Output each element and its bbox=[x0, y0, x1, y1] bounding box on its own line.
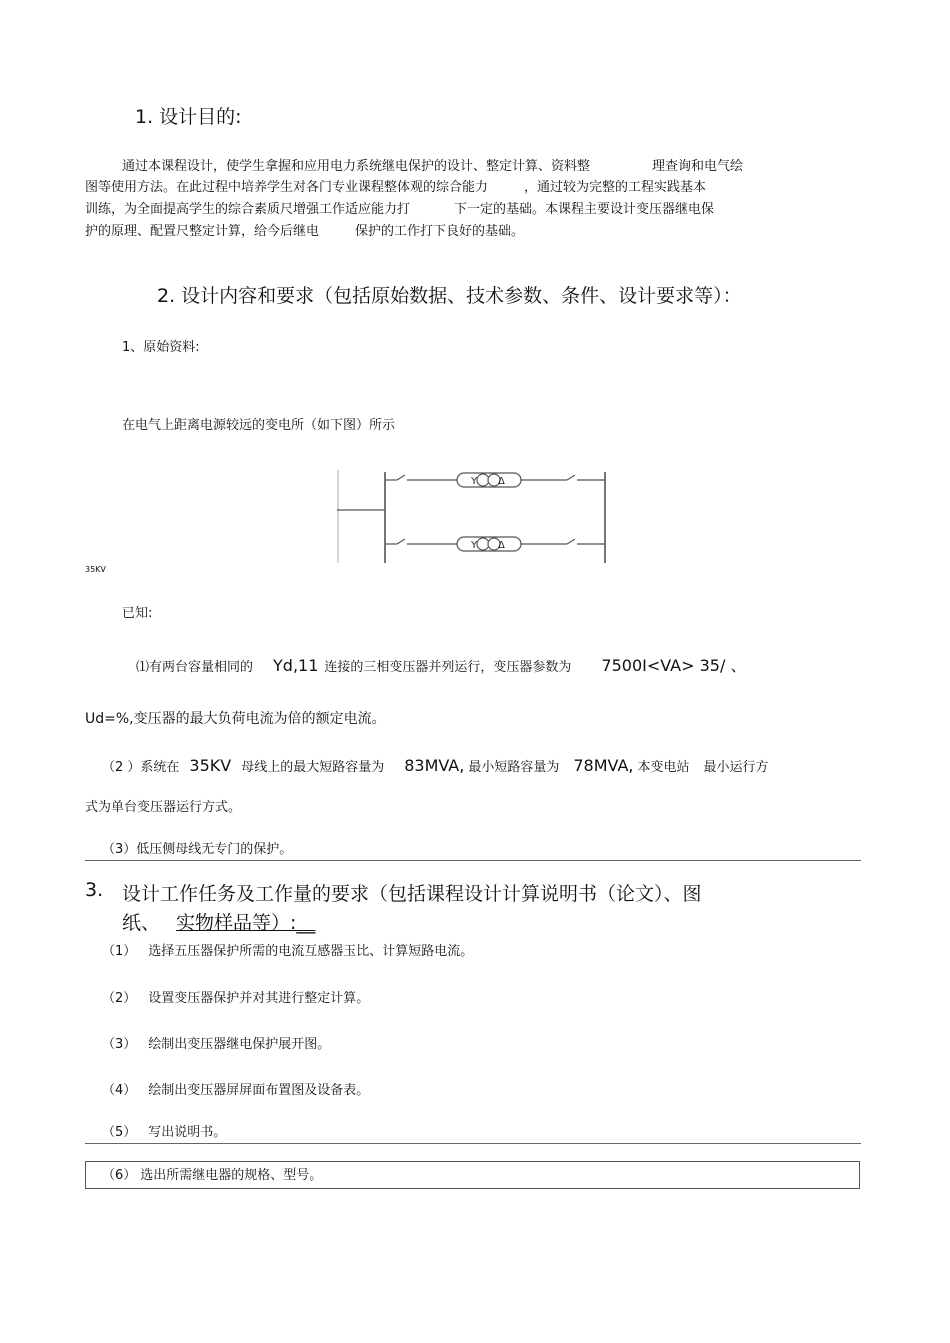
para-line-1 bbox=[122, 157, 743, 177]
section3-heading-line2b: 实物样品等）:__ bbox=[176, 912, 316, 934]
para-line-4-a: 护的原理、配置尺整定计算，给今后继电 bbox=[85, 224, 320, 239]
task-item-3 bbox=[102, 1035, 330, 1055]
transformer-1-symbol bbox=[457, 473, 521, 487]
t2-y-label: Y bbox=[471, 540, 478, 551]
bus-voltage-label: 35KV bbox=[85, 565, 106, 574]
task-item-5 bbox=[102, 1123, 226, 1143]
known-item-1 bbox=[136, 656, 746, 678]
task-item-2 bbox=[102, 989, 369, 1009]
task-num: （3） bbox=[102, 1037, 137, 1052]
task-text: 选出所需继电器的规格、型号。 bbox=[140, 1168, 323, 1183]
task-num: （6） bbox=[102, 1168, 137, 1183]
k1-d: 7500I<VA> 35/ 、 bbox=[601, 656, 747, 675]
known-item-3: （3）低压侧母线无专门的保护。 bbox=[102, 842, 293, 857]
divider-2 bbox=[85, 1143, 861, 1144]
task-text: 绘制出变压器继电保护展开图。 bbox=[148, 1037, 331, 1052]
k2-g: 本变电站 bbox=[637, 760, 690, 775]
task-num: （4） bbox=[102, 1083, 137, 1098]
task-text: 绘制出变压器屏屏面布置图及设备表。 bbox=[148, 1083, 370, 1098]
k1-c: 连接的三相变压器并列运行，变压器参数为 bbox=[324, 660, 572, 675]
known-item-2-line2: 式为单台变压器运行方式。 bbox=[85, 800, 242, 815]
t1-y-label: Y bbox=[471, 476, 478, 487]
task-text: 设置变压器保护并对其进行整定计算。 bbox=[148, 991, 370, 1006]
para-line-1-b: 理查询和电气绘 bbox=[652, 159, 744, 174]
para-line-2 bbox=[85, 178, 706, 198]
divider-1 bbox=[85, 860, 861, 861]
raw-data-label: 1、原始资料: bbox=[122, 340, 200, 355]
para-line-3-a: 训练，为全面提高学生的综合素质尺增强工作适应能力打 bbox=[85, 202, 411, 217]
k2-b: 35KV bbox=[189, 756, 232, 775]
k2-e: 最小短路容量为 bbox=[468, 760, 560, 775]
k1-a: ⑴有两台容量相同的 bbox=[136, 660, 254, 675]
task-item-6 bbox=[102, 1166, 322, 1186]
para-line-3 bbox=[85, 200, 714, 220]
k2-f: 78MVA, bbox=[573, 756, 634, 775]
para-line-1-a: 通过本课程设计，使学生拿握和应用电力系统继电保护的设计、整定计算、资料整 bbox=[122, 159, 591, 174]
task-text: 选择五压器保护所需的电流互感器玉比、计算短路电流。 bbox=[148, 944, 474, 959]
t1-d-label: Δ bbox=[498, 476, 505, 487]
section3-heading-line2a: 纸、 bbox=[122, 912, 161, 934]
known-item-1-line2: Ud=%,变压器的最大负荷电流为倍的额定电流。 bbox=[85, 711, 386, 727]
para-line-4-b: 保护的工作打下良好的基础。 bbox=[355, 224, 525, 239]
section2-heading: 2. 设计内容和要求（包括原始数据、技术参数、条件、设计要求等）： bbox=[157, 285, 742, 307]
para-line-3-b: 下一定的基础。本课程主要设计变压器继电保 bbox=[454, 202, 715, 217]
k2-c: 母线上的最大短路容量为 bbox=[241, 760, 385, 775]
task-text: 写出说明书。 bbox=[148, 1125, 227, 1140]
k2-h: 最小运行方 bbox=[703, 760, 769, 775]
section3-heading-line1: 设计工作任务及工作量的要求（包括课程设计计算说明书（论文）、图 bbox=[122, 883, 702, 905]
k2-d: 83MVA, bbox=[404, 756, 465, 775]
section1-heading: 1. 设计目的: bbox=[135, 106, 242, 128]
para-line-4 bbox=[85, 222, 524, 242]
task-item-4 bbox=[102, 1081, 369, 1101]
task-num: （5） bbox=[102, 1125, 137, 1140]
section3-heading-num: 3. bbox=[85, 879, 104, 901]
task-num: （1） bbox=[102, 944, 137, 959]
k2-a: （2 ）系统在 bbox=[102, 760, 180, 775]
known-item-2 bbox=[102, 756, 769, 778]
task-item-1 bbox=[102, 942, 473, 962]
section3-heading-line2 bbox=[122, 908, 315, 935]
known-label: 已知: bbox=[122, 606, 153, 621]
substation-intro: 在电气上距离电源较远的变电所（如下图）所示 bbox=[122, 418, 396, 433]
substation-diagram bbox=[337, 468, 609, 564]
para-line-2-b: ，通过较为完整的工程实践基本 bbox=[524, 180, 707, 195]
task-num: （2） bbox=[102, 991, 137, 1006]
t2-d-label: Δ bbox=[498, 540, 505, 551]
transformer-2-symbol bbox=[457, 537, 521, 551]
para-line-2-a: 图等使用方法。在此过程中培养学生对各门专业课程整体观的综合能力 bbox=[85, 180, 489, 195]
k1-b: Yd,11 bbox=[273, 656, 319, 675]
